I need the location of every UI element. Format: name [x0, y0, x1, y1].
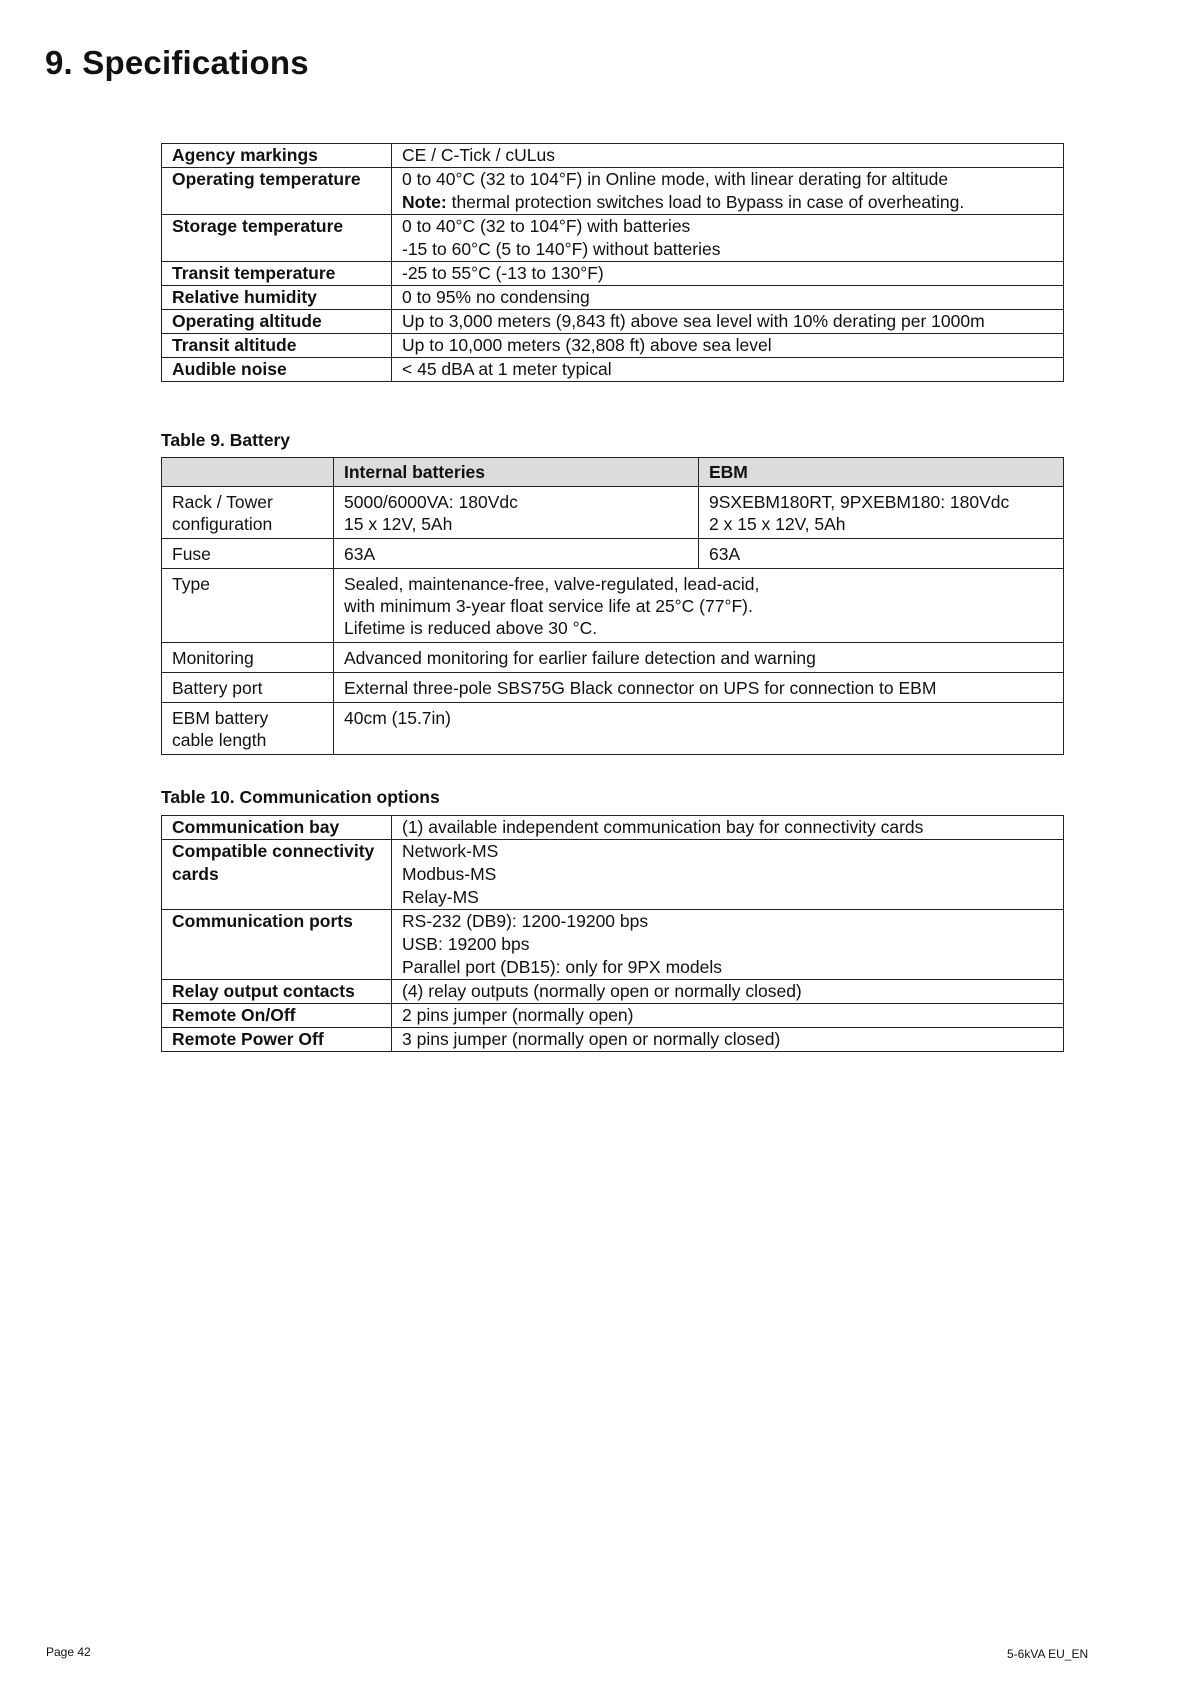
spec-label: Transit temperature	[162, 262, 392, 286]
spec-value-line: (4) relay outputs (normally open or normally closed)	[402, 981, 802, 1001]
spec-value	[392, 840, 1064, 910]
spec-label: Agency markings	[162, 144, 392, 168]
spec-note-line	[402, 191, 1053, 214]
spec-label-line: Remote On/Off	[172, 1005, 296, 1025]
spec-label-line: EBM battery	[172, 708, 269, 728]
spec-value-line: 5000/6000VA: 180Vdc	[344, 492, 518, 512]
spec-value	[334, 569, 1064, 643]
spec-label-line: Relay output contacts	[172, 981, 355, 1001]
spec-label-line: Rack / Tower	[172, 492, 273, 512]
table-row	[162, 643, 1064, 673]
table-row	[162, 816, 1064, 840]
spec-label: Operating temperature	[162, 168, 392, 215]
spec-value-line: 2 pins jumper (normally open)	[402, 1005, 634, 1025]
spec-value-line: 2 x 15 x 12V, 5Ah	[709, 514, 846, 534]
column-header: Internal batteries	[334, 458, 699, 487]
spec-label	[162, 816, 392, 840]
table-row	[162, 334, 1064, 358]
spec-value	[392, 215, 1064, 262]
spec-label: Audible noise	[162, 358, 392, 382]
internal-batteries-value	[334, 487, 699, 539]
table-row	[162, 1028, 1064, 1052]
spec-value-line: < 45 dBA at 1 meter typical	[402, 359, 612, 379]
spec-label	[162, 569, 334, 643]
table-row	[162, 569, 1064, 643]
table-row	[162, 215, 1064, 262]
spec-value-line: with minimum 3-year float service life at 25°C (77°F).	[344, 596, 753, 616]
spec-value	[392, 334, 1064, 358]
communication-options-table	[161, 815, 1064, 1052]
spec-value	[392, 1004, 1064, 1028]
spec-value-line: 63A	[709, 544, 741, 564]
spec-label-line: Remote Power Off	[172, 1029, 324, 1049]
page-number: Page 42	[46, 1645, 91, 1659]
table-row	[162, 539, 1064, 569]
table-row	[162, 910, 1064, 980]
spec-value-line: Parallel port (DB15): only for 9PX models	[402, 957, 722, 977]
spec-label: Transit altitude	[162, 334, 392, 358]
spec-label-line: configuration	[172, 514, 273, 534]
spec-value-line: Lifetime is reduced above 30 °C.	[344, 618, 598, 638]
table-row	[162, 673, 1064, 703]
spec-value-line: 0 to 40°C (32 to 104°F) with batteries	[402, 216, 691, 236]
spec-value	[334, 673, 1064, 703]
spec-label: Relative humidity	[162, 286, 392, 310]
spec-label	[162, 840, 392, 910]
spec-label	[162, 980, 392, 1004]
spec-value	[392, 910, 1064, 980]
spec-value-line: USB: 19200 bps	[402, 934, 530, 954]
spec-value-line: 0 to 95% no condensing	[402, 287, 590, 307]
column-header	[162, 458, 334, 487]
spec-label	[162, 910, 392, 980]
spec-label	[162, 1004, 392, 1028]
spec-label-line: cards	[172, 864, 219, 884]
table-row	[162, 487, 1064, 539]
internal-batteries-value	[334, 539, 699, 569]
spec-label-line: Type	[172, 574, 210, 594]
table-row	[162, 358, 1064, 382]
spec-value-line: 63A	[344, 544, 376, 564]
spec-value	[334, 703, 1064, 755]
table-row	[162, 1004, 1064, 1028]
column-header: EBM	[699, 458, 1064, 487]
spec-value-line: Up to 3,000 meters (9,843 ft) above sea level with 10% derating per 1000m	[402, 311, 985, 331]
spec-value-line: Modbus-MS	[402, 864, 497, 884]
spec-value-line: Advanced monitoring for earlier failure detection and warning	[344, 648, 816, 668]
document-code: 5-6kVA EU_EN	[1007, 1647, 1089, 1661]
spec-label	[162, 487, 334, 539]
spec-value-line: 9SXEBM180RT, 9PXEBM180: 180Vdc	[709, 492, 1010, 512]
spec-label	[162, 1028, 392, 1052]
spec-value	[392, 262, 1064, 286]
spec-label	[162, 703, 334, 755]
spec-value	[392, 286, 1064, 310]
spec-value-line: -25 to 55°C (-13 to 130°F)	[402, 263, 604, 283]
spec-label: Operating altitude	[162, 310, 392, 334]
table-row	[162, 168, 1064, 215]
table-row	[162, 840, 1064, 910]
spec-value-line: Relay-MS	[402, 887, 479, 907]
table-header-row	[162, 458, 1064, 487]
spec-label-line: cable length	[172, 730, 267, 750]
spec-label	[162, 673, 334, 703]
spec-value-line: 0 to 40°C (32 to 104°F) in Online mode, with linear derating for altitude	[402, 169, 949, 189]
ebm-value	[699, 487, 1064, 539]
spec-value-line: RS-232 (DB9): 1200-19200 bps	[402, 911, 649, 931]
spec-value-line: 15 x 12V, 5Ah	[344, 514, 453, 534]
table-row	[162, 980, 1064, 1004]
spec-label-line: Fuse	[172, 544, 211, 564]
battery-table-caption: Table 9. Battery	[161, 430, 291, 450]
communication-table-caption: Table 10. Communication options	[161, 787, 440, 807]
spec-value	[392, 144, 1064, 168]
environmental-specs-table	[161, 143, 1064, 382]
spec-value	[334, 643, 1064, 673]
spec-value	[392, 310, 1064, 334]
battery-table	[161, 457, 1064, 755]
spec-value-line: -15 to 60°C (5 to 140°F) without batteries	[402, 239, 721, 259]
table-row	[162, 703, 1064, 755]
page-title: 9. Specifications	[45, 44, 309, 81]
ebm-value	[699, 539, 1064, 569]
spec-value-line: (1) available independent communication bay for connectivity cards	[402, 817, 924, 837]
spec-value-line: CE / C-Tick / cULus	[402, 145, 555, 165]
spec-value-line: External three-pole SBS75G Black connector on UPS for connection to EBM	[344, 678, 937, 698]
note-label: Note:	[402, 192, 447, 212]
spec-value-line: Network-MS	[402, 841, 499, 861]
spec-label-line: Communication bay	[172, 817, 340, 837]
table-row	[162, 286, 1064, 310]
spec-value-line: 3 pins jumper (normally open or normally closed)	[402, 1029, 781, 1049]
spec-value	[392, 358, 1064, 382]
spec-value	[392, 980, 1064, 1004]
spec-value-line: 40cm (15.7in)	[344, 708, 451, 728]
spec-value	[392, 816, 1064, 840]
spec-label-line: Communication ports	[172, 911, 353, 931]
table-row	[162, 144, 1064, 168]
table-row	[162, 262, 1064, 286]
spec-label	[162, 539, 334, 569]
spec-label-line: Compatible connectivity	[172, 841, 375, 861]
spec-value	[392, 168, 1064, 215]
table-row	[162, 310, 1064, 334]
spec-label-line: Battery port	[172, 678, 263, 698]
spec-label-line: Monitoring	[172, 648, 254, 668]
spec-label	[162, 643, 334, 673]
spec-value	[392, 1028, 1064, 1052]
note-text: thermal protection switches load to Bypass in case of overheating.	[446, 192, 965, 212]
spec-value-line: Sealed, maintenance-free, valve-regulated, lead-acid,	[344, 574, 760, 594]
spec-label: Storage temperature	[162, 215, 392, 262]
spec-value-line: Up to 10,000 meters (32,808 ft) above sea level	[402, 335, 772, 355]
